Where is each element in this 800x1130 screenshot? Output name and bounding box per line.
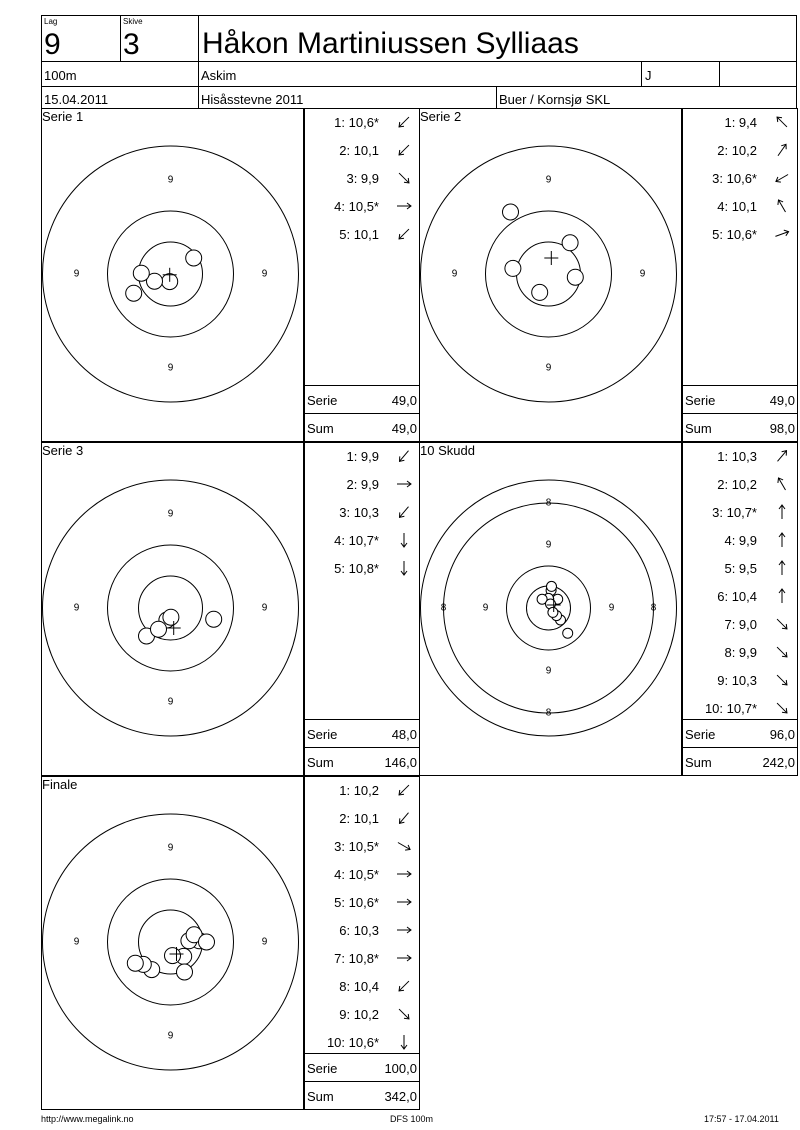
serie-total: 49,0 [391, 393, 417, 408]
lag-cell [41, 15, 121, 62]
serie-row [305, 385, 419, 414]
location-cell [496, 86, 797, 109]
shot-row [305, 555, 419, 583]
shot-row [683, 443, 797, 471]
shot-row [305, 973, 419, 1001]
direction-arrow-icon [773, 225, 791, 243]
shot-mark [547, 581, 557, 591]
shot-score: 9: 10,2 [339, 1007, 379, 1022]
sum-row [305, 747, 419, 776]
shot-row [305, 499, 419, 527]
shot-list [304, 776, 420, 1110]
target-face [420, 109, 681, 441]
shot-row [683, 193, 797, 221]
sum-label: Sum [307, 1089, 334, 1104]
empty-cell [719, 61, 797, 87]
ring-label: 9 [451, 268, 458, 280]
target-panel [41, 442, 304, 776]
ring-label: 8 [545, 707, 552, 719]
sum-total: 98,0 [769, 421, 795, 436]
ring-label: 9 [167, 362, 174, 374]
sum-row [683, 413, 797, 442]
shot-score: 1: 9,9 [346, 449, 379, 464]
shot-score: 5: 10,1 [339, 227, 379, 242]
serie-total: 100,0 [384, 1061, 417, 1076]
panel-title: Finale [42, 777, 78, 792]
footer-timestamp: 17:57 - 17.04.2011 [704, 1114, 779, 1124]
shot-score: 5: 10,6* [334, 895, 379, 910]
shot-score: 4: 9,9 [724, 533, 757, 548]
shot-mark [503, 204, 519, 220]
skive-cell [120, 15, 199, 62]
shot-score: 5: 9,5 [724, 561, 757, 576]
shot-score: 4: 10,5* [334, 867, 379, 882]
shot-mark [532, 284, 548, 300]
date: 15.04.2011 [44, 92, 109, 107]
sum-row [305, 1081, 419, 1110]
direction-arrow-icon [773, 141, 791, 159]
panel-title: Serie 3 [42, 443, 84, 458]
shot-row [683, 499, 797, 527]
direction-arrow-icon [395, 1005, 413, 1023]
target-panel [41, 776, 304, 1110]
direction-arrow-icon [395, 225, 413, 243]
shot-row [305, 221, 419, 249]
event: Hisåsstevne 2011 [201, 92, 304, 107]
sum-total: 49,0 [391, 421, 417, 436]
shot-mark [567, 269, 583, 285]
lag-value: 9 [44, 28, 61, 61]
target-face [42, 109, 303, 441]
target-face [42, 443, 303, 775]
shot-row [305, 777, 419, 805]
location: Buer / Kornsjø SKL [499, 92, 611, 107]
name-cell [198, 15, 797, 62]
shot-score: 3: 10,5* [334, 839, 379, 854]
distance-cell [41, 61, 199, 87]
shot-mark [206, 611, 222, 627]
serie-label: Serie [307, 727, 338, 742]
direction-arrow-icon [773, 643, 791, 661]
panel-title: Serie 1 [42, 109, 84, 124]
shot-score: 7: 9,0 [724, 617, 757, 632]
shot-score: 2: 10,2 [717, 143, 757, 158]
shooter-name: Håkon Martiniussen Sylliaas [202, 27, 579, 60]
shot-list [682, 108, 798, 442]
ring-label: 9 [608, 602, 615, 614]
direction-arrow-icon [773, 587, 791, 605]
shot-mark [133, 265, 149, 281]
shot-mark [163, 609, 179, 625]
shot-score: 1: 10,3 [717, 449, 757, 464]
shot-row [305, 527, 419, 555]
shot-mark [165, 948, 181, 964]
direction-arrow-icon [395, 559, 413, 577]
shot-row [305, 137, 419, 165]
ring-label: 9 [261, 268, 268, 280]
distance: 100m [44, 68, 77, 83]
serie-total: 48,0 [391, 727, 417, 742]
direction-arrow-icon [773, 699, 791, 717]
shot-row [683, 555, 797, 583]
direction-arrow-icon [395, 113, 413, 131]
sum-label: Sum [685, 755, 712, 770]
shot-list [304, 108, 420, 442]
direction-arrow-icon [395, 503, 413, 521]
ring-label: 8 [650, 602, 657, 614]
ring-label: 8 [545, 497, 552, 509]
direction-arrow-icon [395, 893, 413, 911]
ring-label: 9 [261, 602, 268, 614]
shot-mark [199, 934, 215, 950]
serie-row [683, 385, 797, 414]
serie-total: 96,0 [769, 727, 795, 742]
sum-total: 242,0 [762, 755, 795, 770]
shot-row [683, 137, 797, 165]
direction-arrow-icon [395, 865, 413, 883]
shot-row [683, 639, 797, 667]
serie-row [683, 719, 797, 748]
serie-row [305, 719, 419, 748]
lag-label: Lag [44, 17, 58, 26]
ring-label: 8 [440, 602, 447, 614]
direction-arrow-icon [395, 837, 413, 855]
shot-score: 2: 10,1 [339, 811, 379, 826]
ring-label: 9 [545, 174, 552, 186]
ring-label: 9 [167, 174, 174, 186]
shot-mark [562, 235, 578, 251]
shot-score: 8: 9,9 [724, 645, 757, 660]
shot-row [683, 583, 797, 611]
shot-row [683, 109, 797, 137]
direction-arrow-icon [773, 559, 791, 577]
shot-row [305, 917, 419, 945]
shot-row [305, 833, 419, 861]
shot-score: 6: 10,3 [339, 923, 379, 938]
ring-label: 9 [545, 665, 552, 677]
footer-event: DFS 100m [390, 1114, 434, 1124]
shot-score: 3: 10,6* [712, 171, 757, 186]
direction-arrow-icon [395, 531, 413, 549]
ring-label: 9 [73, 268, 80, 280]
direction-arrow-icon [395, 1033, 413, 1051]
shot-row [305, 165, 419, 193]
shot-mark [126, 285, 142, 301]
target-face [42, 777, 303, 1109]
shot-row [305, 889, 419, 917]
ring-label: 9 [167, 508, 174, 520]
shot-list [304, 442, 420, 776]
shot-score: 7: 10,8* [334, 951, 379, 966]
sum-total: 146,0 [384, 755, 417, 770]
direction-arrow-icon [773, 615, 791, 633]
shot-score: 3: 9,9 [346, 171, 379, 186]
footer-url[interactable]: http://www.megalink.no [41, 1114, 134, 1124]
target-ring [486, 211, 612, 337]
event-cell [198, 86, 497, 109]
direction-arrow-icon [395, 169, 413, 187]
shot-score: 3: 10,7* [712, 505, 757, 520]
shot-score: 10: 10,7* [704, 701, 757, 716]
target-panel [41, 108, 304, 442]
direction-arrow-icon [395, 949, 413, 967]
shot-score: 1: 10,2 [339, 783, 379, 798]
sum-row [683, 747, 797, 776]
shot-score: 1: 10,6* [334, 115, 379, 130]
target-panel [419, 108, 682, 442]
shot-score: 10: 10,6* [326, 1035, 379, 1050]
club-cell [198, 61, 642, 87]
class: J [645, 68, 652, 83]
shot-score: 2: 10,1 [339, 143, 379, 158]
serie-row [305, 1053, 419, 1082]
shot-mark [563, 628, 573, 638]
serie-label: Serie [307, 393, 338, 408]
shot-row [683, 527, 797, 555]
center-cross [544, 251, 558, 265]
sum-total: 342,0 [384, 1089, 417, 1104]
shot-score: 2: 9,9 [346, 477, 379, 492]
shot-score: 8: 10,4 [339, 979, 379, 994]
direction-arrow-icon [395, 977, 413, 995]
shot-row [683, 165, 797, 193]
shot-mark [548, 607, 558, 617]
target-panel [419, 442, 682, 776]
shot-row [305, 1001, 419, 1029]
sum-label: Sum [307, 421, 334, 436]
shot-score: 4: 10,7* [334, 533, 379, 548]
shot-row [683, 667, 797, 695]
shot-score: 9: 10,3 [717, 673, 757, 688]
shot-score: 1: 9,4 [724, 115, 757, 130]
shot-score: 6: 10,4 [717, 589, 757, 604]
direction-arrow-icon [395, 197, 413, 215]
shot-mark [127, 955, 143, 971]
direction-arrow-icon [773, 503, 791, 521]
shot-row [305, 193, 419, 221]
shot-score: 2: 10,2 [717, 477, 757, 492]
direction-arrow-icon [395, 781, 413, 799]
shot-row [305, 861, 419, 889]
shot-row [683, 471, 797, 499]
shot-row [683, 221, 797, 249]
sum-label: Sum [685, 421, 712, 436]
direction-arrow-icon [773, 447, 791, 465]
shot-mark [505, 260, 521, 276]
shot-mark [151, 621, 167, 637]
direction-arrow-icon [773, 475, 791, 493]
shot-mark [186, 250, 202, 266]
ring-label: 9 [639, 268, 646, 280]
class-cell [641, 61, 720, 87]
direction-arrow-icon [773, 113, 791, 131]
club: Askim [201, 68, 237, 83]
serie-label: Serie [685, 393, 716, 408]
skive-value: 3 [123, 28, 140, 61]
shot-row [305, 945, 419, 973]
direction-arrow-icon [773, 169, 791, 187]
panel-title: 10 Skudd [420, 443, 475, 458]
direction-arrow-icon [395, 475, 413, 493]
sum-row [305, 413, 419, 442]
shot-score: 4: 10,5* [334, 199, 379, 214]
direction-arrow-icon [773, 671, 791, 689]
serie-label: Serie [307, 1061, 338, 1076]
panel-title: Serie 2 [420, 109, 462, 124]
serie-label: Serie [685, 727, 716, 742]
ring-label: 9 [261, 936, 268, 948]
direction-arrow-icon [395, 141, 413, 159]
date-cell [41, 86, 199, 109]
shot-row [305, 109, 419, 137]
target-ring [108, 545, 234, 671]
sum-label: Sum [307, 755, 334, 770]
serie-total: 49,0 [769, 393, 795, 408]
shot-score: 5: 10,8* [334, 561, 379, 576]
ring-label: 9 [73, 602, 80, 614]
shot-score: 5: 10,6* [712, 227, 757, 242]
ring-label: 9 [73, 936, 80, 948]
shot-row [683, 611, 797, 639]
skive-label: Skive [123, 17, 143, 26]
direction-arrow-icon [395, 809, 413, 827]
ring-label: 9 [167, 696, 174, 708]
direction-arrow-icon [773, 197, 791, 215]
shot-score: 4: 10,1 [717, 199, 757, 214]
ring-label: 9 [545, 539, 552, 551]
direction-arrow-icon [773, 531, 791, 549]
shot-mark [177, 964, 193, 980]
direction-arrow-icon [395, 921, 413, 939]
shot-row [305, 443, 419, 471]
shot-row [305, 805, 419, 833]
ring-label: 9 [545, 362, 552, 374]
shot-list [682, 442, 798, 776]
ring-label: 9 [482, 602, 489, 614]
target-face [420, 443, 681, 775]
ring-label: 9 [167, 842, 174, 854]
shot-row [305, 471, 419, 499]
ring-label: 9 [167, 1030, 174, 1042]
shot-score: 3: 10,3 [339, 505, 379, 520]
direction-arrow-icon [395, 447, 413, 465]
